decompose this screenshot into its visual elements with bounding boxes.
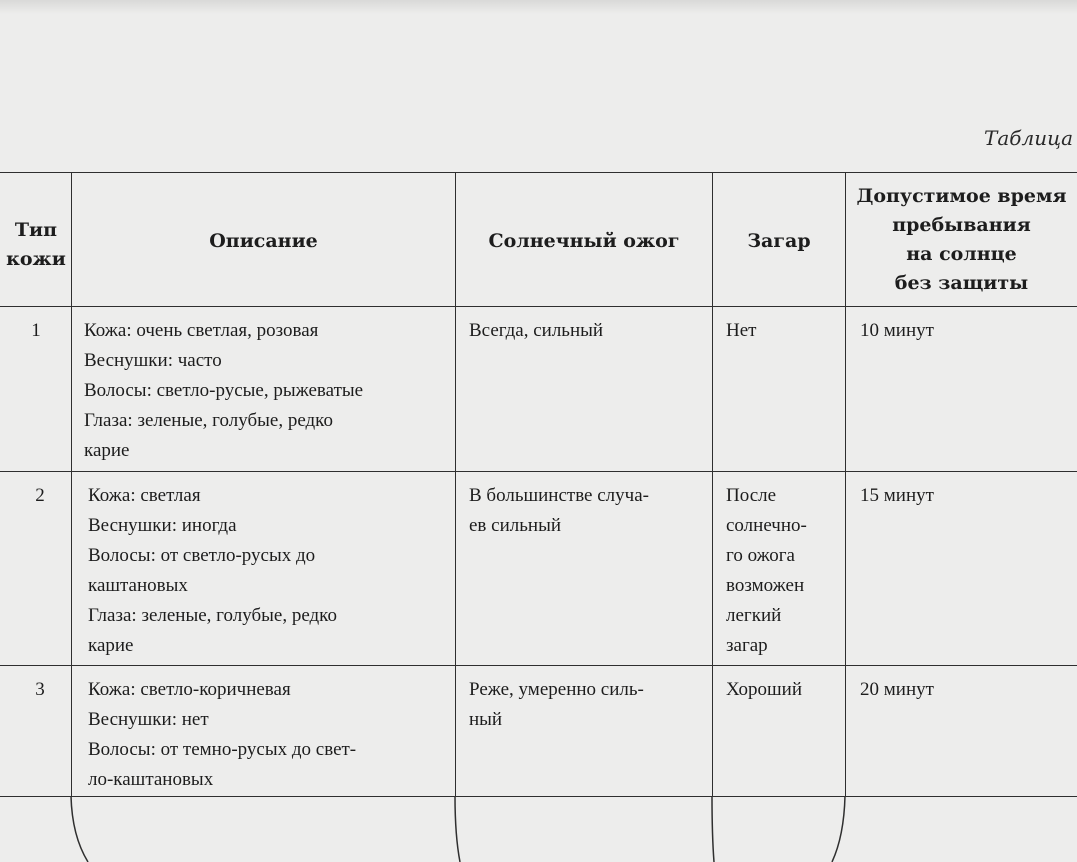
header-tan: Загар <box>747 229 811 252</box>
row2-bottom-rule <box>0 665 1077 666</box>
sunburn-line: Всегда, сильный <box>469 320 604 341</box>
description-line: Веснушки: иногда <box>88 515 237 536</box>
row3-type: 3 <box>35 679 45 700</box>
description-line: Кожа: светло-коричневая <box>88 679 291 700</box>
header-time-line: без защиты <box>894 272 1029 294</box>
row2-time: 15 минут <box>860 485 934 506</box>
row1-type: 1 <box>31 320 41 341</box>
tan-line: легкий <box>726 605 782 626</box>
sunburn-line: ев сильный <box>469 515 562 536</box>
description-line: Волосы: светло-русые, рыжеватые <box>84 380 364 401</box>
tan-line: загар <box>726 635 768 656</box>
row2-tan <box>726 481 807 661</box>
header-bottom-rule <box>0 306 1077 307</box>
tan-line: солнечно- <box>726 515 807 536</box>
tan-line: Нет <box>726 320 757 341</box>
header-time-line: пребывания <box>892 214 1031 236</box>
row2-type: 2 <box>35 485 45 506</box>
description-line: Волосы: от светло-русых до <box>88 545 316 566</box>
page-top-edge <box>0 0 1077 14</box>
row1-sunburn <box>469 316 603 346</box>
header-allowed-time <box>846 180 1077 300</box>
table-continuation-lines <box>0 796 1077 862</box>
description-line: карие <box>88 635 134 656</box>
sunburn-line: В большинстве случа- <box>469 485 649 506</box>
row3-tan <box>726 675 802 705</box>
row2-description <box>88 481 337 661</box>
row2-sunburn <box>469 481 649 541</box>
description-line: Кожа: светлая <box>88 485 201 506</box>
header-skin-type-line: кожи <box>6 248 66 270</box>
description-line: Глаза: зеленые, голубые, редко <box>88 605 337 626</box>
row3-sunburn <box>469 675 644 735</box>
description-line: Веснушки: нет <box>88 709 209 730</box>
header-description: Описание <box>209 229 318 252</box>
sunburn-line: Реже, умеренно силь- <box>469 679 644 700</box>
row1-description <box>84 316 363 466</box>
header-skin-type <box>0 200 72 290</box>
description-line: Кожа: очень светлая, розовая <box>84 320 319 341</box>
header-sunburn: Солнечный ожог <box>488 229 680 252</box>
description-line: ло-каштановых <box>88 769 214 790</box>
row1-time: 10 минут <box>860 320 934 341</box>
header-time-line: Допустимое время <box>856 185 1067 207</box>
table-caption: Таблица <box>984 126 1073 150</box>
description-line: Волосы: от темно-русых до свет- <box>88 739 357 760</box>
row1-tan <box>726 316 756 346</box>
tan-line: Хороший <box>726 679 802 700</box>
description-line: Веснушки: часто <box>84 350 222 371</box>
tan-line: го ожога <box>726 545 795 566</box>
tan-line: После <box>726 485 777 506</box>
table-top-rule <box>0 172 1077 173</box>
row3-time: 20 минут <box>860 679 934 700</box>
description-line: Глаза: зеленые, голубые, редко <box>84 410 333 431</box>
row1-bottom-rule <box>0 471 1077 472</box>
tan-line: возможен <box>726 575 805 596</box>
sunburn-line: ный <box>469 709 503 730</box>
header-time-line: на солнце <box>906 243 1017 265</box>
description-line: карие <box>84 440 130 461</box>
header-skin-type-line: Тип <box>14 219 58 241</box>
row3-description <box>88 675 356 795</box>
description-line: каштановых <box>88 575 188 596</box>
